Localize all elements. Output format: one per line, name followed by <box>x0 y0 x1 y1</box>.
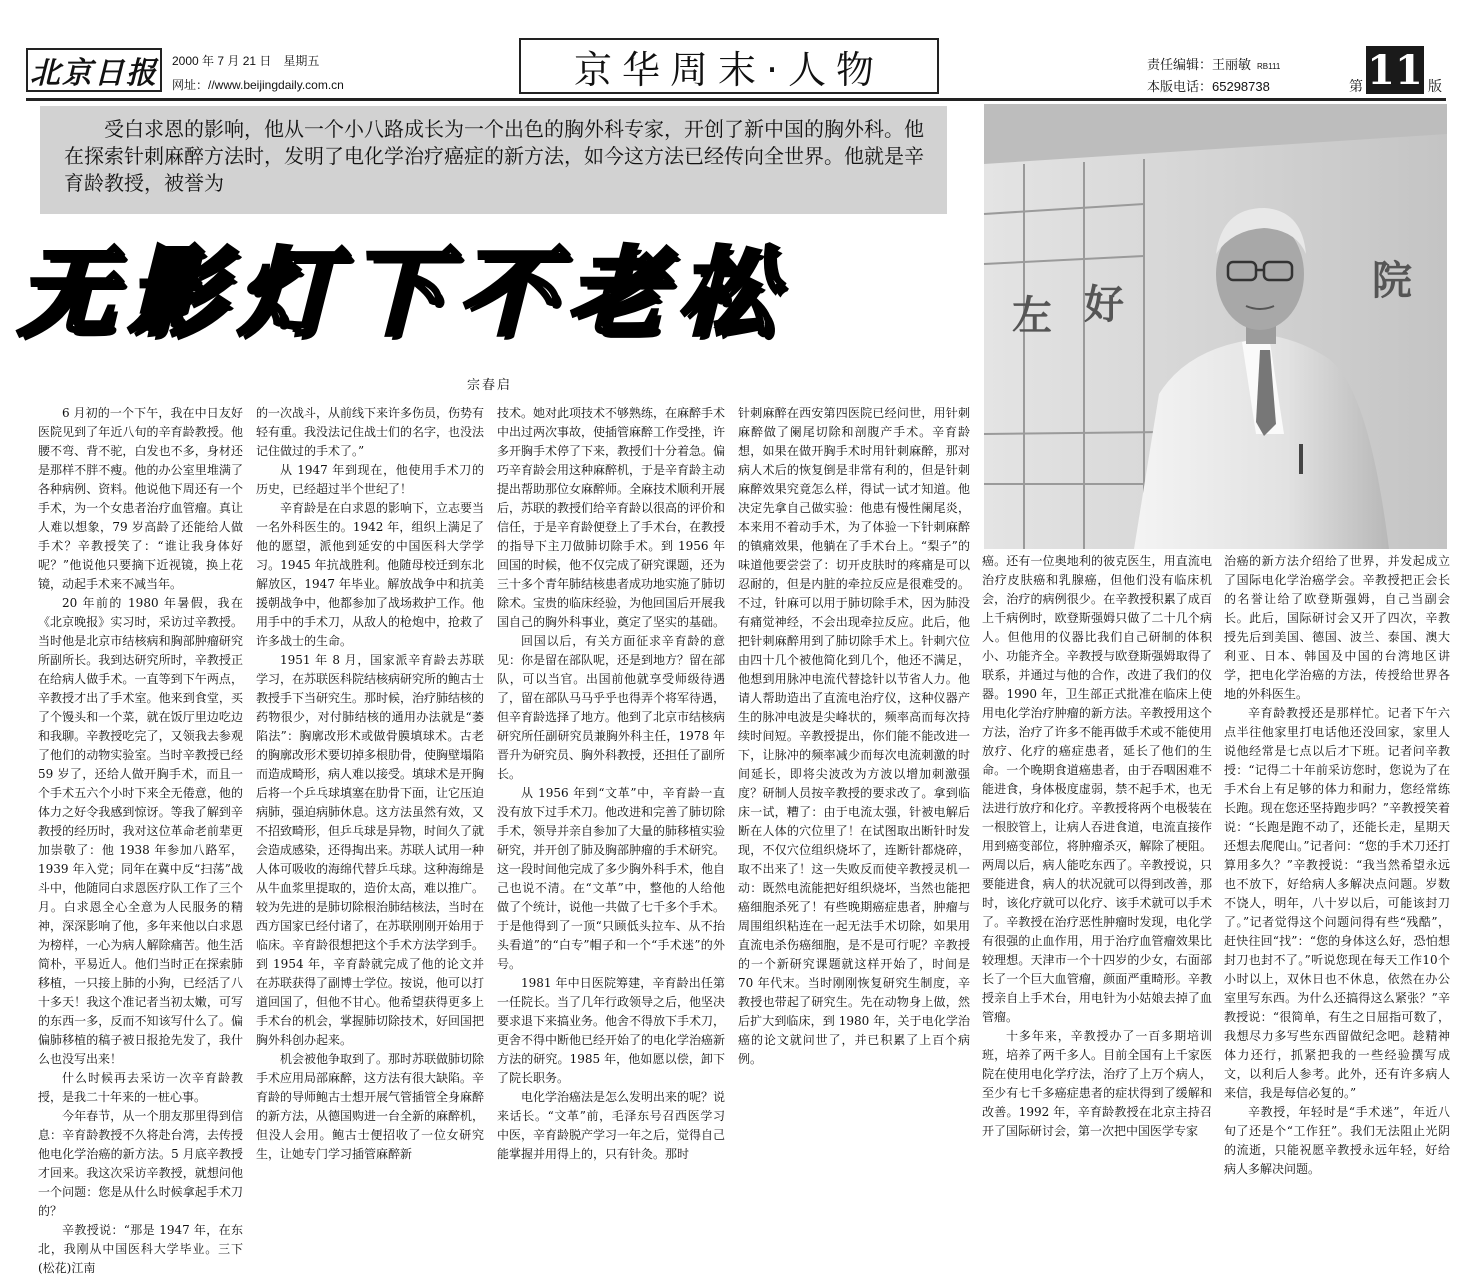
headline: 无影灯下不老松 <box>18 237 788 349</box>
lead-paragraph: 受白求恩的影响，他从一个小八路成长为一个出色的胸外科专家，开创了新中国的胸外科。他在探索针刺麻醉方法时，发明了电化学治疗癌症的新方法，如今这方法已经传向全世界。他就是辛育龄教授，被誉为 <box>64 117 924 195</box>
editor-code: RB111 <box>1257 62 1281 71</box>
masthead-logo: 北京日报 <box>26 48 162 92</box>
website-address: 网址：//www.beijingdaily.com.cn <box>172 78 344 92</box>
paragraph: 1981 年中日医院筹建，辛育龄出任第一任院长。当了几年行政领导之后，他坚决要求退下来搞业务。他舍不得放下手术刀，更舍不得中断他已经开始了的电化学治癌新方法的研究。1985 年，他如愿以偿，卸下了院长职务。 <box>497 976 726 1085</box>
issue-date: 2000 年 7 月 21 日 星期五 <box>172 54 320 68</box>
article-column-3 <box>497 404 726 1161</box>
paragraph: 1951 年 8 月，国家派辛育龄去苏联学习，在苏联医科院结核病研究所的鲍古士教授手下当研究生。那时候，治疗肺结核的药物很少，对付肺结核的通用办法就是“萎陷法”：胸廓改形术或做骨膜填球术。古老的胸廓改形术要切掉多根肋骨，使胸壁塌陷而造成畸形，病人难以接受。填球术是开胸后将一个乒乓球填塞在肋骨下面，让它压迫病肺，强迫病肺休息。这方法虽然有效，又不招致畸形，但乒乓球是异物，时间久了就会造成感染，还得掏出来。苏联人试用一种人体可吸收的海绵代替乒乓球。这种海绵是从牛血浆里提取的，造价太高，难以推广。较为先进的是肺切除根治肺结核法，当时在西方国家已经付诸了，在苏联刚刚开始用于临床。辛育龄很想把这个手术方法学到手。到 1954 年，辛育龄就完成了他的论文并在苏联获得了副博士学位。按说，他可以打道回国了，但他不甘心。他希望获得更多上手术台的机会，掌握肺切除技术，好回国把胸外科创办起来。 <box>256 653 485 1047</box>
paragraph: 什么时候再去采访一次辛育龄教授，是我二十年来的一桩心事。 <box>38 1071 243 1104</box>
paragraph: 6 月初的一个下午，我在中日友好医院见到了年近八旬的辛育龄教授。他腰不弯、背不驼，白发也不多，身材还是那样不胖不瘦。他的办公室里堆满了各种病例、资料。他说他下周还有一个手术，为一个女患者治疗血管瘤。真让人难以想象，79 岁高龄了还能给人做手术？辛教授笑了：“谁让我身体好呢？”他说他只要摘下近视镜，换上花镜，动起手术来不减当年。 <box>38 406 243 591</box>
newspaper-header <box>0 0 1465 102</box>
page-number-badge: 11 <box>1367 46 1423 94</box>
author-byline: 宗春启 <box>467 378 513 393</box>
article-column-4 <box>738 404 970 1080</box>
paragraph: 癌。还有一位奥地利的彼克医生，用直流电治疗皮肤癌和乳腺癌，但他们没有临床机会，治疗的病例很少。在辛教授积累了成百上千病例时，欧登斯强姆只做了二十几个病人。但他用的仪器比我们自己研制的体积小、功能齐全。辛教授与欧登斯强姆取得了联系，并通过与他的合作，改进了我们的仪器。1990 年，卫生部正式批准在临床上使用电化学治疗肿瘤的新方法。辛教授用这个方法，治疗了许多不能再做手术或不能使用放疗、化疗的癌症患者，延长了他们的生命。一个晚期食道癌患者，由于吞咽困难不能进食，身体极度虚弱，禁不起手术，也无法进行放疗和化疗。辛教授将两个电极装在一根胶管上，让病人吞进食道，电流直接作用到癌变部位，将肿瘤杀灭，解除了梗阻。两周以后，病人能吃东西了。辛教授说，只要能进食，病人的状况就可以得到改善，那时，该化疗就可以化疗、该手术就可以手术了。辛教授在治疗恶性肿瘤时发现，电化学有很强的止血作用，用于治疗血管瘤效果比较理想。天津市一个十四岁的少女，右面部长了一个巨大血管瘤，颜面严重畸形。辛教授亲自上手术台，用电针为小姑娘去掉了血管瘤。 <box>982 554 1212 1024</box>
portrait-photo <box>984 104 1447 549</box>
paragraph: 针刺麻醉在西安第四医院已经问世，用针刺麻醉做了阑尾切除和剖腹产手术。辛育龄想，如果在做开胸手术时用针刺麻醉，那对病人术后的恢复倒是非常有利的，但是针刺麻醉效果究竟怎么样，得试一试才知道。他决定先拿自己做实验：他患有慢性阑尾炎，本来用不着动手术，为了体验一下针刺麻醉的镇痛效果，他躺在了手术台上。“梨子”的味道他要尝尝了：切开皮肤时的疼痛是可以忍耐的，但是内脏的牵拉反应是很难受的。不过，针麻可以用于肺切除手术，因为肺没有痛觉神经，不会出现牵拉反应。此后，他把针刺麻醉用到了肺切除手术上。针刺穴位由四十几个被他简化到几个，他还不满足，他想到用脉冲电流代替捻针以节省人力。他请人帮助造出了直流电治疗仪，这种仪器产生的脉冲电波是尖峰状的，频率高而每次持续时间短。辛教授提出，你们能不能改进一下，让脉冲的频率减少而每次电流刺激的时间延长，即将尖波改为方波以增加刺激强度？研制人员按辛教授的要求改了。拿到临床一试，糟了：由于电流太强，针被电解后断在人体的穴位里了！在试图取出断针时发现，不仅穴位组织烧坏了，连断针都烧碎，取不出来了！这一失败反而使辛教授灵机一动：既然电流能把好组织烧坏，当然也能把癌细胞杀死了！有些晚期癌症患者，肿瘤与周围组织粘连在一起无法手术切除，如果用直流电杀伤癌细胞，是不是可行呢？辛教授的一个新研究课题就这样开始了，时间是 70 年代末。当时刚刚恢复研究生制度，辛教授也带起了研究生。先在动物身上做，然后扩大到临床，到 1980 年，关于电化学治癌的论文就问世了，并已积累了上百个病例。 <box>738 406 970 1066</box>
paragraph: 机会被他争取到了。那时苏联做肺切除手术应用局部麻醉，这方法有很大缺陷。辛育龄的导师鲍古士想开展气管插管全身麻醉的新方法，从德国购进一台全新的麻醉机，但没人会用。鲍古士便招收了一位女研究生，让她专门学习插管麻醉新 <box>256 1052 485 1161</box>
sign-char-2: 好 <box>1084 281 1124 328</box>
portrait-photo-icon <box>984 104 1447 549</box>
lead-box <box>40 106 947 214</box>
paragraph: 辛教授说：“那是 1947 年，在东北，我刚从中国医科大学毕业。三下(松花)江南 <box>38 1223 243 1275</box>
editor-name: 责任编辑：王丽敏 <box>1147 57 1252 72</box>
paragraph: 电化学治癌法是怎么发明出来的呢？说来话长。“文革”前，毛泽东号召西医学习中医，辛育龄脱产学习一年之后，觉得自己能掌握并用得上的，只有针灸。那时 <box>497 1090 726 1161</box>
page-suffix: 版 <box>1428 78 1442 94</box>
article-column-5 <box>982 552 1212 1138</box>
paragraph: 从 1956 年到“文革”中，辛育龄一直没有放下过手术刀。他改进和完善了肺切除手术，领导并亲自参加了大量的肺移植实验研究，并开创了肺及胸部肿瘤的手术研究。这一段时间他完成了多少胸外科手术，他自己也说不清。在“文革”中，整他的人给他做了个统计，说他一共做了七千多个手术。于是他得到了一顶“只顾低头拉车、从不抬头看道”的“白专”帽子和一个“手术迷”的外号。 <box>497 786 726 971</box>
editor-info <box>1147 54 1280 73</box>
article-column-6 <box>1224 552 1450 1176</box>
desk-phone: 本版电话：65298738 <box>1147 79 1270 94</box>
article-column-2 <box>256 404 485 1161</box>
paragraph: 回国以后，有关方面征求辛育龄的意见：你是留在部队呢，还是到地方？留在部队，可以当官。出国前他就享受师级待遇了，留在部队马马乎乎也得弄个将军待遇，但辛育龄选择了地方。他到了北京市结核病研究所任副研究员兼胸外科主任，1978 年晋升为研究员、胸外科教授，还担任了副所长。 <box>497 634 726 781</box>
page-prefix: 第 <box>1349 78 1363 94</box>
paragraph: 今年春节，从一个朋友那里得到信息：辛育龄教授不久将赴台湾，去传授他电化学治癌的新方法。5 月底辛教授才回来。我这次采访辛教授，就想问他一个问题：您是从什么时候拿起手术刀的？ <box>38 1109 243 1218</box>
article-column-1 <box>38 404 243 1275</box>
paragraph: 20 年前的 1980 年暑假，我在《北京晚报》实习时，采访过辛教授。当时他是北京市结核病和胸部肿瘤研究所副所长。我到达研究所时，辛教授正在给病人做手术。一直等到下午两点，辛教授才出了手术室。他来到食堂，买了个馒头和一个菜，就在饭厅里边吃边和我聊。辛教授吃完了，又领我去参观了他们的动物实验室。当时辛教授已经 59 岁了，还给人做开胸手术，而且一个手术五六个小时下来全无倦意，他的体力之好令我感到惊讶。等我了解到辛教授的经历时，我对这位革命老前辈更加崇敬了：他 1938 年参加八路军，1939 年入党；同年在冀中反“扫荡”战斗中，他随同白求恩医疗队工作了三个月。白求恩全心全意为人民服务的精神，深深影响了他，多年来他以白求恩为榜样，一心为病人解除痛苦。他生活简朴，平易近人。他们当时正在探索肺移植，一只接上肺的小狗，已经活了八十多天！我这个准记者当初太嫩，可写的东西一多，反而不知该写什么了。偏偏肺移植的稿子被日报抢先发了，我什么也没写出来！ <box>38 596 243 1066</box>
paragraph: 技术。她对此项技术不够熟练，在麻醉手术中出过两次事故，使插管麻醉工作受挫，许多开胸手术停了下来，教授们十分着急。偏巧辛育龄会用这种麻醉机，于是辛育龄主动提出帮助那位女麻醉师。全麻技术顺利开展后，苏联的教授们给辛育龄以很高的评价和信任，于是辛育龄便登上了手术台，在教授的指导下主刀做肺切除手术。到 1956 年回国的时候，他不仅完成了研究课题，还为三十多个青年肺结核患者成功地实施了肺切除术。宝贵的临床经验，为他回国后开展我国自己的胸外科事业，奠定了坚实的基础。 <box>497 406 726 629</box>
header-divider <box>26 98 1446 101</box>
paragraph: 辛教授，年轻时是“手术迷”，年近八旬了还是个“工作狂”。我们无法阻止光阴的流逝，只能祝愿辛教授永远年轻，好给病人多解决问题。 <box>1224 1105 1450 1176</box>
paragraph: 治癌的新方法介绍给了世界，并发起成立了国际电化学治癌学会。辛教授把正会长的名誉让给了欧登斯强姆，自己当副会长。此后，国际研讨会又开了四次，辛教授先后到美国、德国、波兰、泰国、澳大利亚、日本、韩国及中国的台湾地区讲学，把电化学治癌的方法，传授给世界各地的外科医生。 <box>1224 554 1450 701</box>
paragraph: 辛育龄教授还是那样忙。记者下午六点半往他家里打电话他还没回家，家里人说他经常是七点以后才下班。记者问辛教授：“记得二十年前采访您时，您说为了在手术台上有足够的体力和耐力，您经常练长跑。现在您还坚持跑步吗？”辛教授笑着说：“长跑是跑不动了，还能长走，星期天还想去爬爬山。”记者问：“您的手术刀还打算用多久？”辛教授说：“我当然希望永远也不放下，好给病人多解决点问题。岁数不饶人，明年，八十岁以后，可能该封刀了。”记者觉得这个问题问得有些“残酷”，赶快往回“找”：“您的身体这么好，恐怕想封刀也封不了。”听说您现在每天工作10个小时以上，双休日也不休息，依然在办公室里写东西。为什么还搞得这么紧张？”辛教授说：“很简单，有生之日屈指可数了，我想尽力多写些东西留做纪念吧。趁精神体力还行，抓紧把我的一些经验撰写成文，以利后人参考。此外，还有许多病人来信，我是每信必复的。” <box>1224 706 1450 1100</box>
sign-char-4: 院 <box>1372 257 1412 304</box>
sign-char-1: 左 <box>1012 292 1052 339</box>
paragraph: 十多年来，辛教授办了一百多期培训班，培养了两千多人。目前全国有上千家医院在使用电化学疗法，治疗了上万个病人，至少有七千多癌症患者的症状得到了缓解和改善。1992 年，辛育龄教授在北京主持召开了国际研讨会，第一次把中国医学专家 <box>982 1029 1212 1138</box>
paragraph: 辛育龄是在白求恩的影响下，立志要当一名外科医生的。1942 年，组织上满足了他的愿望，派他到延安的中国医科大学学习。1945 年抗战胜利。他随母校迁到东北解放区，1947 年毕业。解放战争中和抗美援朝战争中，他都参加了战场救护工作。他用手中的手术刀，从敌人的枪炮中，抢救了许多战士的生命。 <box>256 501 485 648</box>
paragraph: 从 1947 年到现在，他使用手术刀的历史，已经超过半个世纪了！ <box>256 463 484 496</box>
section-title: 京华周末·人物 <box>519 38 939 94</box>
paragraph: 的一次战斗，从前线下来许多伤员，伤势有轻有重。我没法记住战士们的名字，也没法记住做过的手术了。” <box>256 406 485 458</box>
